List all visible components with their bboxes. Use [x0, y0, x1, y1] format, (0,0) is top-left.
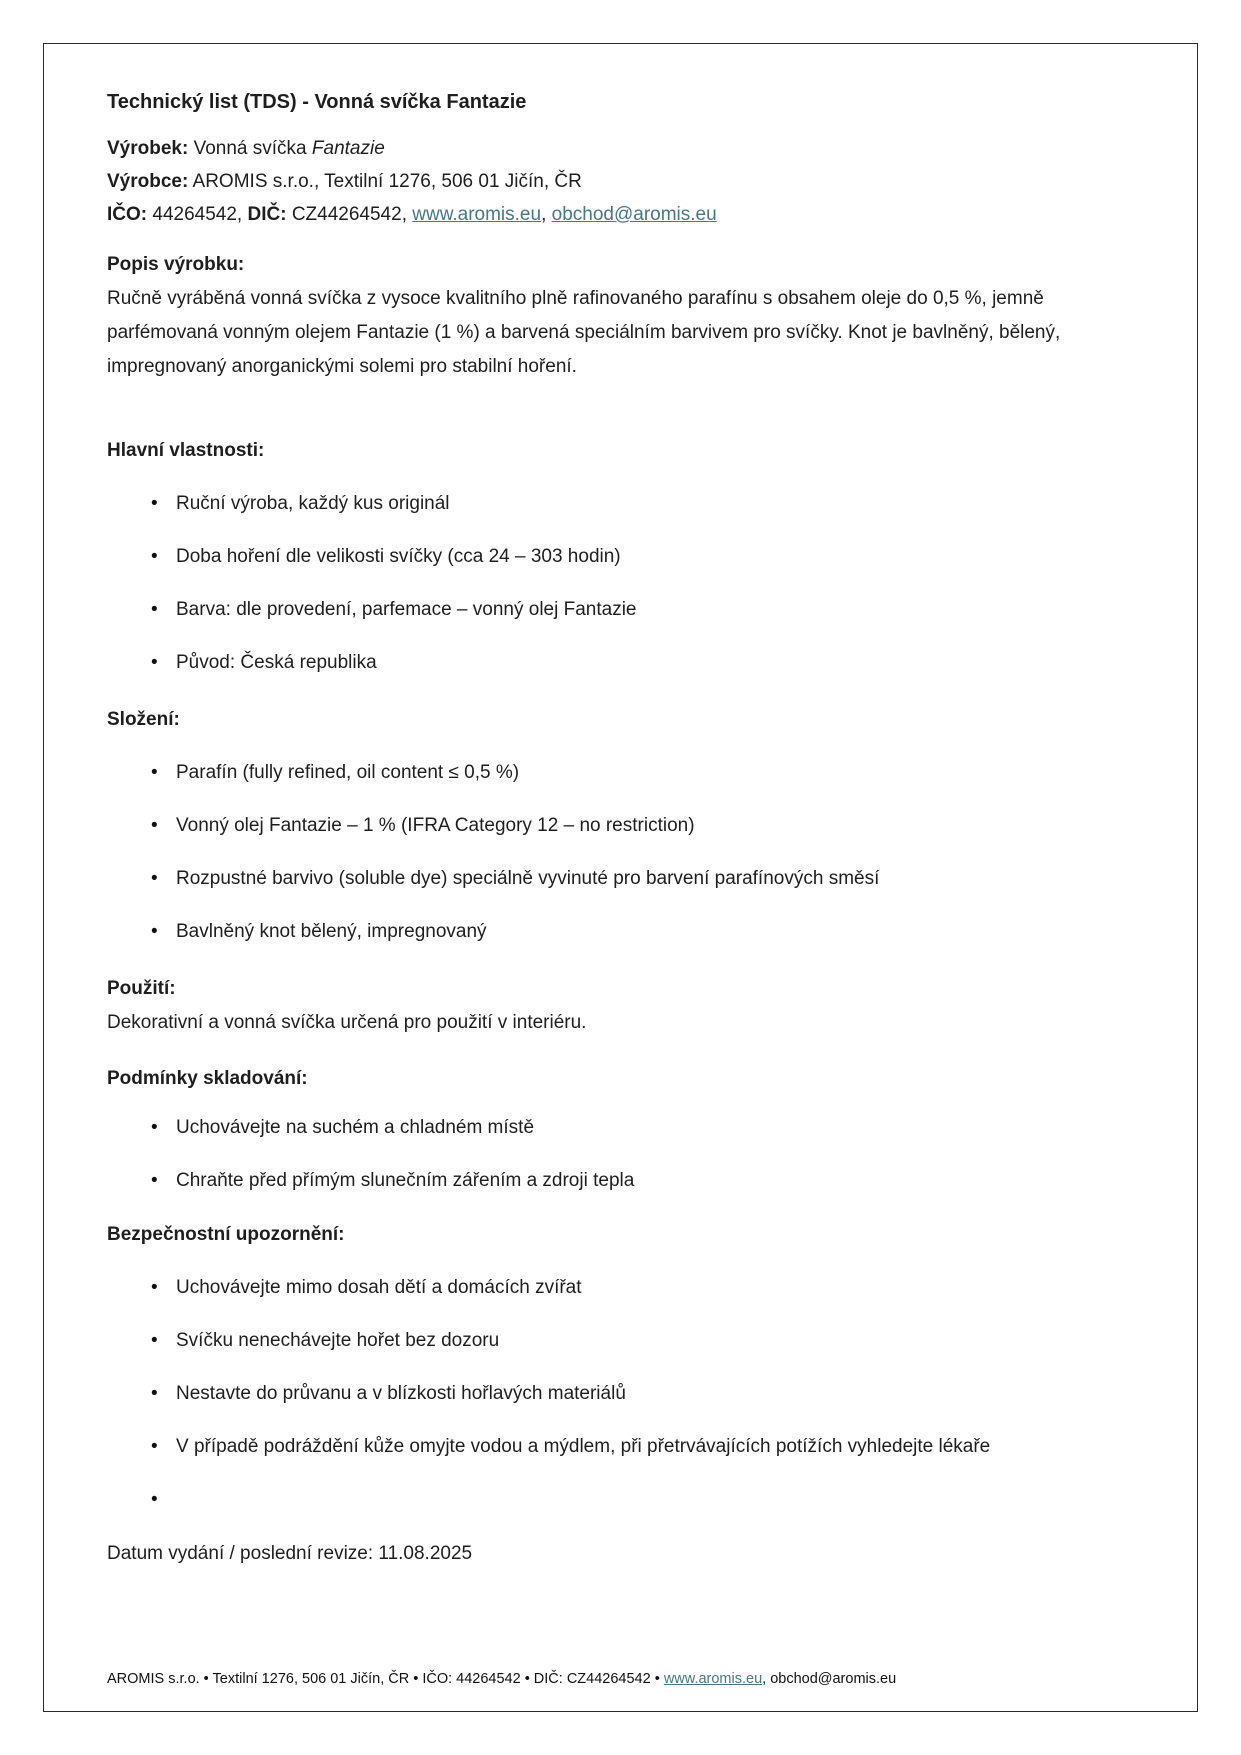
- list-item: • Rozpustné barvivo (soluble dye) speciálně vyvinuté pro barvení parafínových směsí: [107, 863, 1134, 894]
- section-heading-vlastnosti: Hlavní vlastnosti:: [107, 440, 265, 461]
- list-item: • Chraňte před přímým slunečním zářením a zdroji tepla: [107, 1165, 1134, 1196]
- footer-website-link[interactable]: www.aromis.eu: [663, 1671, 763, 1687]
- list-item: • Vonný olej Fantazie – 1 % (IFRA Category 12 – no restriction): [107, 810, 1134, 841]
- manufacturer-row: [107, 165, 1134, 198]
- list-item: • Ruční výroba, každý kus originál: [107, 488, 1134, 519]
- skladovani-list: [107, 1112, 1134, 1196]
- product-name-italic: Fantazie: [311, 138, 385, 159]
- pouziti-paragraph: Dekorativní a vonná svíčka určená pro použití v interiéru.: [107, 1012, 587, 1033]
- list-item: • Parafín (fully refined, oil content ≤ 0,5 %): [107, 757, 1134, 788]
- footer-email-text: , obchod@aromis.eu: [762, 1671, 897, 1687]
- section-heading-bezpecnost: Bezpečnostní upozornění:: [107, 1224, 345, 1245]
- email-link[interactable]: obchod@aromis.eu: [551, 204, 717, 225]
- document-title: Technický list (TDS) - Vonná svíčka Fantazie: [107, 91, 527, 113]
- list-item: • Svíčku nenechávejte hořet bez dozoru: [107, 1325, 1134, 1356]
- list-item: • Nestavte do průvanu a v blízkosti hořlavých materiálů: [107, 1378, 1134, 1409]
- section-heading-popis: Popis výrobku:: [107, 254, 245, 275]
- link-separator: ,: [541, 204, 552, 225]
- slozeni-list: [107, 757, 1134, 947]
- list-item: • Barva: dle provedení, parfemace – vonný olej Fantazie: [107, 594, 1134, 625]
- registration-row: [107, 198, 1134, 231]
- list-item: • Doba hoření dle velikosti svíčky (cca 24 – 303 hodin): [107, 541, 1134, 572]
- section-heading-pouziti: Použití:: [107, 978, 176, 999]
- ico-label: IČO:: [107, 204, 148, 225]
- footer-text: AROMIS s.r.o. • Textilní 1276, 506 01 Jičín, ČR • IČO: 44264542 • DIČ: CZ44264542 •: [107, 1671, 664, 1687]
- vlastnosti-list: [107, 488, 1134, 678]
- dic-label: DIČ:: [247, 204, 287, 225]
- page-footer: [107, 1669, 1134, 1689]
- manufacturer-value: AROMIS s.r.o., Textilní 1276, 506 01 Jičín, ČR: [188, 171, 582, 192]
- product-value: Vonná svíčka: [188, 138, 312, 159]
- section-heading-slozeni: Složení:: [107, 709, 180, 730]
- website-link[interactable]: www.aromis.eu: [412, 204, 542, 225]
- product-meta-block: [107, 132, 1134, 231]
- list-item-empty: [107, 1484, 1134, 1515]
- list-item: • Původ: Česká republika: [107, 647, 1134, 678]
- document-page: [43, 43, 1198, 1712]
- bezpecnost-list: [107, 1272, 1134, 1515]
- list-item: • Uchovávejte mimo dosah dětí a domácích zvířat: [107, 1272, 1134, 1303]
- list-item: • Bavlněný knot bělený, impregnovaný: [107, 916, 1134, 947]
- product-label: Výrobek:: [107, 138, 189, 159]
- popis-paragraph: Ručně vyráběná vonná svíčka z vysoce kvalitního plně rafinovaného parafínu s obsahem oleje do 0,5 %, jemně parfémovaná vonným olejem Fantazie (1 %) a barvená speciálním barvivem pro svíčky. Knot je bavlněný, bělený, impregnovaný anorganickými solemi pro stabilní hoření.: [107, 288, 1061, 377]
- manufacturer-label: Výrobce:: [107, 171, 189, 192]
- section-heading-skladovani: Podmínky skladování:: [107, 1068, 308, 1089]
- dic-value: CZ44264542,: [286, 204, 413, 225]
- product-row: [107, 132, 1134, 165]
- revision-date-line: Datum vydání / poslední revize: 11.08.2025: [107, 1543, 473, 1564]
- ico-value: 44264542,: [147, 204, 248, 225]
- list-item: • V případě podráždění kůže omyjte vodou a mýdlem, při přetrvávajících potížích vyhledejte lékaře: [107, 1431, 1134, 1462]
- list-item: • Uchovávejte na suchém a chladném místě: [107, 1112, 1134, 1143]
